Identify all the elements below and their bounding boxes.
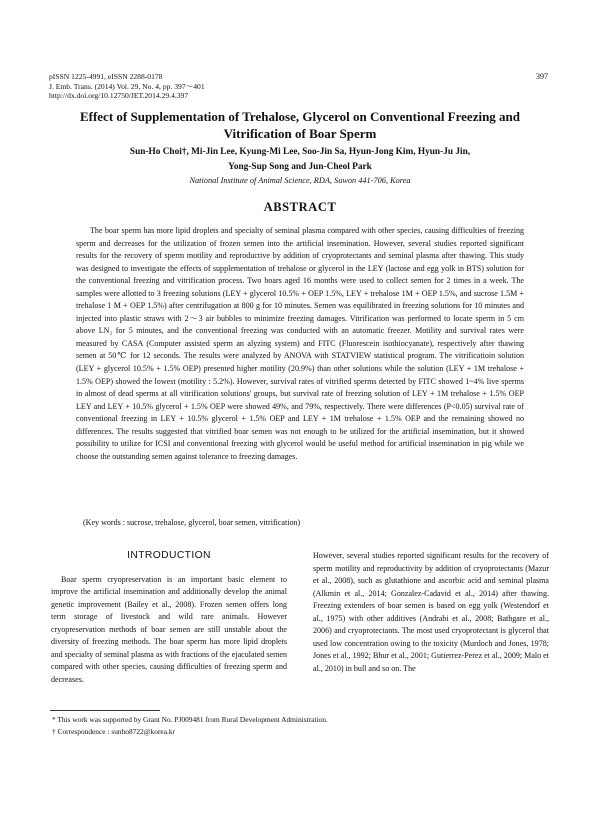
- footnote-divider: [50, 710, 160, 711]
- page-number: 397: [536, 72, 548, 81]
- left-column: [51, 550, 287, 686]
- author-list: [40, 145, 560, 174]
- journal-header: [49, 72, 205, 101]
- journal-citation: J. Emb. Trans. (2014) Vol. 29, No. 4, pp. 397～401: [49, 81, 205, 91]
- keywords: (Key words : sucrose, trehalose, glycerol, boar semen, vitrification): [83, 518, 301, 527]
- title-line-2: Vitrification of Boar Sperm: [223, 126, 377, 141]
- abstract-heading: ABSTRACT: [263, 200, 337, 214]
- abstract-paragraph: The boar sperm has more lipid droplets and specialty of seminal plasma compared with other species, causing difficulties of freezing sperm and decreases for the utilization of frozen semen into the artificial insemination. However, several studies reported significant results for the recovery of sperm motility and reproductive by addition of cryoprotectants and seminal plasma after thawing. This study was designed to investigate the effects of supplementation of trehalose or glycerol in the LEY (lactose and egg yolk in BTS) solution for the conventional freezing and vitrification process. Two boars aged 16 months were used to collect semen for 2 times in a week. The samples were allotted to 3 freezing solutions (LEY + glycerol 10.5% + OEP 1.5%, LEY + trehalose 1M + OEP 1.5%, and sucrose 1.5M + trehalose 1 M + OEP 1.5%) after centrifugation at 800 g for 10 minutes. Semen was equilibrated in freezing solutions for 10 minutes and injected into plastic straws with 2～3 air bubbles to minimize freezing damages. Vitrification was performed to locate sperm in 5 cm above LN₂ for 5 minutes, and the conventional freezing was conducted with an automatic freezer. Motility and survival rates were measured by CASA (Computer assisted sperm an alyzing system) and FITC (Fluorescein isothiocyanate), respectively after thawing semen at 50℃ for 12 seconds. The results were analyzed by ANOVA with STATVIEW statistical program. The vitrificatioin solution (LEY + glycerol 10.5% + 1.5% OEP) presented higher motility (20.9%) than other solutions while the solution (LEY + 1M trehalose + 1.5% OEP) showed the lowest (motility : 5.2%). However, survival rates of vitrified sperms detected by FITC showed 1~4% live sperms in almost of dead sperms at all vitrification solutions' groups, but survival rate of freezing solution of LEY + 1M trehalose + 1.5% OEP LEY and LEY + 10.5% glycerol + 1.5% OEP were showed 49%, and 79%, respectively. There were differences (P<0.05) survival rate of conventional freezing in LEY + 10.5% glycerol + 1.5% OEP and LEY + 1M trehalose + 1.5% OEP and the remaining showed no differences. The results suggested that vitrified boar semen was not enough to be utilized for the artificial insemination, but it showed possibility to utilize for ICSI and conventional freezing with glycerol would be useful method for artificial insemination in pig while we choose the outstanding semen against tolerance to freezing damages.: [76, 226, 524, 461]
- footnotes: [52, 714, 328, 739]
- correspondence-footnote: † Correspondence : sunho8722@korea.kr: [52, 727, 175, 737]
- abstract-body: [76, 225, 524, 463]
- paper-title: [40, 108, 560, 142]
- funding-footnote: * This work was supported by Grant No. PJ009481 from Rural Development Administration.: [52, 715, 328, 724]
- doi-link[interactable]: http://dx.doi.org/10.12750/JET.2014.29.4.397: [49, 91, 189, 101]
- intro-paragraph-right: However, several studies reported significant results for the recovery of sperm motility and reproductivity by addition of cryoprotectants (Mazur et al., 2008), such as glutathione and ascorbic acid and seminal plasma (Alkmin et al., 2014; Gonzalez-Cadavid et al., 2014) after thawing. Freezing extenders of boar semen is based on egg yolk (Westendorf et al., 1975) with other additives (Andrabi et al., 2008; Bathgare et al., 2006) and cryoprotectants. The most used cryoprotectant is glycerol that used low concentration owing to the toxicity (Murdoch and Jones, 1978; Jones et al., 1992; Bhur et al., 2001; Gutierrez-Perez et al., 2009; Malo et al., 2010) in bull and so on. The: [313, 551, 549, 673]
- intro-paragraph-left: Boar sperm cryopreservation is an important basic element to improve the artificial insemination and additionally develop the animal genetic improvement (Bailey et al., 2008). Frozen semen offers long term storage of livestock and wild rare animals. However cryopreservation methods of boar semen are still unstable about the diversity of freezing methods. The boar sperm has more lipid droplets and specialty of seminal plasma as with fractions of the ejaculated semen compared with other species, causing difficulties of freezing sperm and decreases.: [51, 574, 287, 684]
- authors-line-1: Sun-Ho Choi†, Mi-Jin Lee, Kyung-Mi Lee, Soo-Jin Sa, Hyun-Jong Kim, Hyun-Ju Jin,: [129, 147, 471, 157]
- right-column: [313, 550, 549, 675]
- authors-line-2: Yong-Sup Song and Jun-Cheol Park: [228, 161, 372, 172]
- affiliation: National Institute of Animal Science, RDA, Suwon 441-706, Korea: [189, 176, 411, 185]
- introduction-heading: INTRODUCTION: [127, 550, 211, 561]
- title-line-1: Effect of Supplementation of Trehalose, Glycerol on Conventional Freezing and: [79, 109, 521, 124]
- issn-line: pISSN 1225-4991, eISSN 2288-0178: [49, 72, 163, 81]
